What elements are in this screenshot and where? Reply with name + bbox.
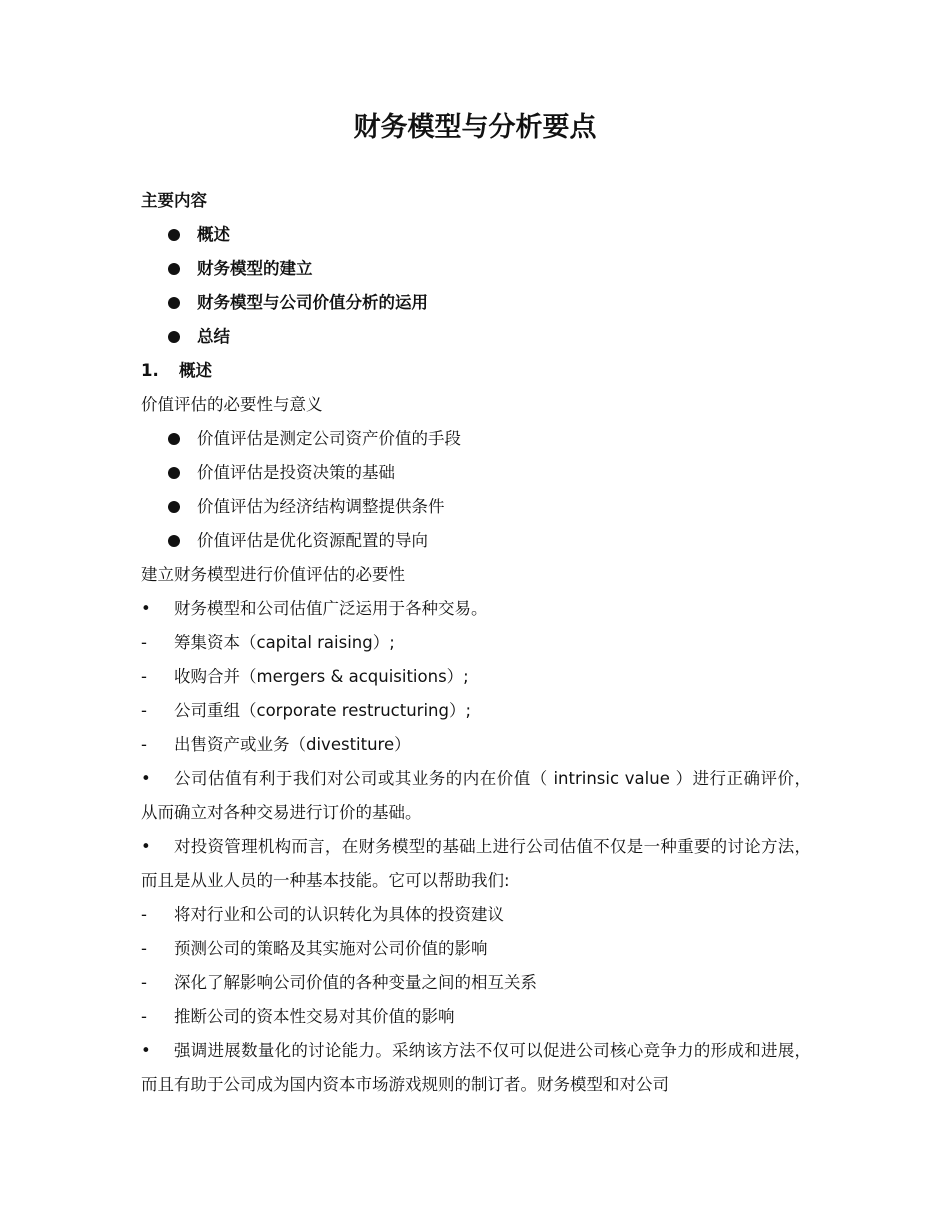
dash-item-text: 预测公司的策略及其实施对公司价值的影响 [174,939,488,958]
dash-item-text: 公司重组（corporate restructuring）; [174,701,472,720]
dash-item [141,966,811,1000]
bullet-dot-icon [168,297,180,309]
section-heading [141,184,811,218]
bullet-dot-icon [168,467,180,479]
dash-item [141,728,811,762]
bullet-item [141,524,811,558]
numbered-heading [141,354,811,388]
dash-marker: - [141,667,147,686]
dash-item [141,694,811,728]
dash-item-text: 收购合并（mergers & acquisitions）; [174,667,469,686]
bullet-dot-icon [168,501,180,513]
bullet-paragraph-text: 财务模型和公司估值广泛运用于各种交易。 [174,599,488,618]
bullet-item [141,286,811,320]
bullet-dot-icon [168,535,180,547]
dash-marker: - [141,735,147,754]
bullet-dot-icon [168,331,180,343]
bullet-item-text: 价值评估是优化资源配置的导向 [197,531,428,550]
dash-item [141,626,811,660]
bullet-paragraph-text: 公司估值有利于我们对公司或其业务的内在价值（ intrinsic value ）进行正确评价，从而确立对各种交易进行订价的基础。 [141,769,811,822]
bullet-marker: • [141,599,151,618]
bullet-item-text: 价值评估为经济结构调整提供条件 [197,497,445,516]
dash-item-text: 深化了解影响公司价值的各种变量之间的相互关系 [174,973,537,992]
dash-item-text: 出售资产或业务（divestiture） [174,735,411,754]
bullet-item [141,320,811,354]
bullet-paragraph [141,830,811,898]
section-heading-text: 主要内容 [141,191,207,210]
bullet-dot-icon [168,229,180,241]
bullet-dot-icon [168,433,180,445]
bullet-paragraph [141,762,811,830]
dash-item-text: 将对行业和公司的认识转化为具体的投资建议 [174,905,504,924]
bullet-item-text: 财务模型与公司价值分析的运用 [197,293,428,312]
bullet-item [141,218,811,252]
bullet-marker: • [141,837,151,856]
section-number: 1. [141,361,159,380]
document-body [141,184,811,1102]
document-title: 财务模型与分析要点 [353,112,597,143]
paragraph [141,388,811,422]
bullet-paragraph [141,1034,811,1102]
dash-marker: - [141,1007,147,1026]
bullet-item-text: 价值评估是投资决策的基础 [197,463,395,482]
bullet-item [141,490,811,524]
dash-marker: - [141,701,147,720]
dash-item-text: 推断公司的资本性交易对其价值的影响 [174,1007,455,1026]
bullet-paragraph-text: 对投资管理机构而言，在财务模型的基础上进行公司估值不仅是一种重要的讨论方法，而且是从业人员的一种基本技能。它可以帮助我们: [141,837,811,890]
dash-item [141,660,811,694]
bullet-item-text: 财务模型的建立 [197,259,313,278]
dash-marker: - [141,939,147,958]
bullet-marker: • [141,1041,151,1060]
paragraph-text: 价值评估的必要性与意义 [141,395,323,414]
dash-marker: - [141,633,147,652]
bullet-paragraph-text: 强调进展数量化的讨论能力。采纳该方法不仅可以促进公司核心竞争力的形成和进展，而且有助于公司成为国内资本市场游戏规则的制订者。财务模型和对公司 [141,1041,811,1094]
bullet-item [141,456,811,490]
numbered-heading-text: 概述 [179,361,212,380]
bullet-item-text: 价值评估是测定公司资产价值的手段 [197,429,461,448]
dash-item [141,1000,811,1034]
dash-item [141,898,811,932]
bullet-dot-icon [168,263,180,275]
bullet-paragraph [141,592,811,626]
dash-item [141,932,811,966]
dash-marker: - [141,973,147,992]
bullet-item [141,252,811,286]
bullet-item [141,422,811,456]
bullet-item-text: 概述 [197,225,230,244]
paragraph-text: 建立财务模型进行价值评估的必要性 [141,565,405,584]
dash-item-text: 筹集资本（capital raising）; [174,633,395,652]
paragraph [141,558,811,592]
dash-marker: - [141,905,147,924]
bullet-item-text: 总结 [197,327,230,346]
bullet-marker: • [141,769,151,788]
